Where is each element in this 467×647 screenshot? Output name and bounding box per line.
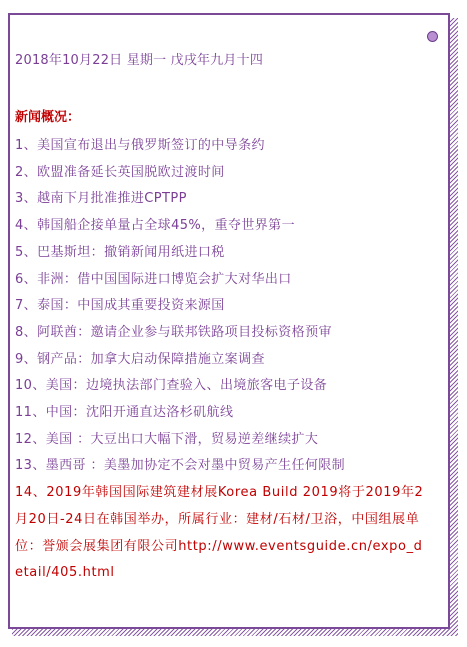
news-item-9: 9、钢产品：加拿大启动保障措施立案调查 — [15, 351, 265, 367]
news-item-11: 11、中国：沈阳开通直达洛杉矶航线 — [15, 405, 234, 421]
news-item-1: 1、美国宣布退出与俄罗斯签订的中导条约 — [15, 138, 265, 153]
news-item-6: 6、非洲：借中国国际进口博览会扩大对华出口 — [15, 271, 292, 287]
news-item-4: 4、韩国船企接单量占全球45%，重夺世界第一 — [15, 218, 295, 234]
news-list — [15, 133, 427, 587]
circle-dot-icon — [427, 31, 438, 42]
news-item-13: 13、墨西哥 ：美墨加协定不会对墨中贸易产生任何限制 — [15, 458, 346, 474]
news-item-14: 14、2019年韩国国际建筑建材展Korea Build 2019将于2019年2月20日-24日在韩国举办，所属行业：建材/石材/卫浴，中国组展单位：誉颁会展集团有限公司http://www.eventsguide.cn/expo_detail/405.html — [15, 485, 424, 581]
section-title: 新闻概况： — [15, 110, 81, 125]
news-item-3: 3、越南下月批准推进CPTPP — [15, 191, 187, 207]
news-item-5: 5、巴基斯坦：撤销新闻用纸进口税 — [15, 244, 225, 260]
date-line: 2018年10月22日 星期一 戊戌年九月十四 — [15, 53, 264, 68]
news-item-12: 12、美国 ：大豆出口大幅下滑，贸易逆差继续扩大 — [15, 431, 319, 447]
news-item-8: 8、阿联酋：邀请企业参与联邦铁路项目投标资格预审 — [15, 324, 332, 340]
news-item-2: 2、欧盟准备延长英国脱欧过渡时间 — [15, 164, 225, 180]
news-item-10: 10、美国：边境执法部门查验入、出境旅客电子设备 — [15, 378, 328, 394]
news-item-7: 7、泰国：中国成其重要投资来源国 — [15, 298, 225, 314]
